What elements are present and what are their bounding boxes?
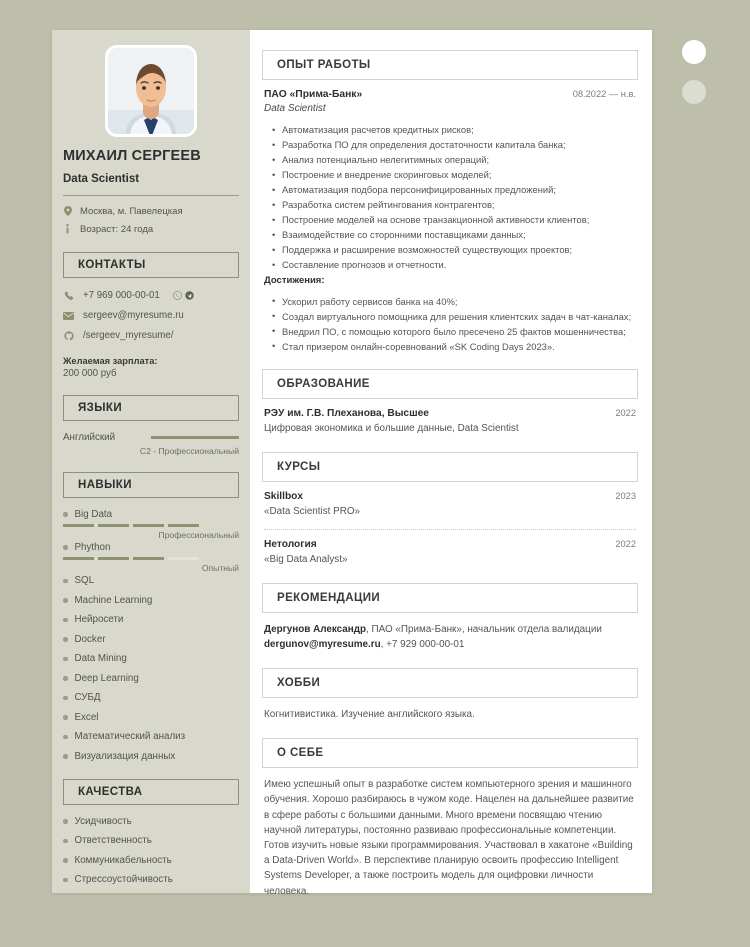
skills-plain-list	[63, 575, 239, 763]
section-courses	[262, 452, 638, 567]
bullet-dot	[63, 696, 68, 701]
contact-github-row[interactable]	[63, 329, 239, 342]
resume-sheet	[52, 30, 652, 897]
recommendation-person: Дергунов Александр	[264, 624, 367, 635]
job-achievements-list	[264, 295, 636, 354]
recommendation-contact-line	[264, 637, 636, 652]
github-icon	[63, 331, 74, 341]
bullet-dot	[63, 878, 68, 883]
bullet-dot	[63, 676, 68, 681]
bullet-dot	[63, 754, 68, 759]
list-item	[63, 614, 239, 626]
about-heading: О СЕБЕ	[262, 738, 638, 768]
skill-label: Визуализация данных	[74, 750, 176, 762]
course-year: 2022	[615, 539, 636, 549]
skill-label: СУБД	[74, 692, 101, 703]
achievement-item: • Стал призером онлайн-соревнований «SK Coding Days 2023».	[264, 340, 636, 354]
skill-rated-item	[63, 542, 239, 573]
profile-location: Москва, м. Павелецкая	[80, 206, 183, 217]
course-name: Skillbox	[264, 491, 304, 502]
language-item	[63, 432, 239, 456]
list-item	[63, 595, 239, 607]
profile-age: Возраст: 24 года	[80, 224, 154, 235]
telegram-icon[interactable]	[185, 291, 194, 300]
education-subtitle: Цифровая экономика и большие данные, Data Scientist	[264, 423, 519, 434]
recommendation-person-line	[264, 622, 636, 637]
course-subtitle: «Big Data Analyst»	[264, 554, 348, 565]
achievement-item: • Создал виртуального помощника для решения клиентских задач в чат-каналах;	[264, 310, 636, 324]
duty-item: • Анализ потенциально нелегитимных операций;	[264, 153, 636, 167]
qualities-list	[63, 816, 239, 887]
course-subtitle: «Data Scientist PRO»	[264, 506, 361, 517]
divider	[264, 529, 636, 530]
quality-label: Стрессоустойчивость	[74, 874, 173, 885]
skill-level-bar	[63, 524, 239, 527]
page-indicator	[682, 40, 706, 104]
resume-sidebar	[52, 30, 250, 893]
bullet-dot	[63, 618, 68, 623]
job-header	[264, 89, 636, 100]
list-item	[63, 751, 239, 763]
courses-heading: КУРСЫ	[262, 452, 638, 482]
page-dot-1[interactable]	[682, 40, 706, 64]
achievements-label: Достижения:	[264, 274, 325, 286]
recommendation-person-rest: , ПАО «Прима-Банк», начальник отдела валидации	[366, 624, 602, 635]
skill-label: Docker	[74, 633, 106, 645]
course-name: Нетология	[264, 539, 317, 550]
list-item	[63, 731, 239, 743]
languages-heading: ЯЗЫКИ	[63, 395, 239, 421]
skill-level-bar	[63, 557, 239, 560]
course-item-header	[264, 539, 636, 550]
recommendation-phone: , +7 929 000-00-01	[380, 639, 465, 650]
experience-heading: ОПЫТ РАБОТЫ	[262, 50, 638, 80]
job-organization: ПАО «Прима-Банк»	[264, 89, 363, 100]
contact-email-row[interactable]	[63, 309, 239, 322]
education-year: 2022	[615, 408, 636, 418]
job-role: Data Scientist	[264, 103, 326, 114]
bullet-dot	[63, 512, 68, 517]
duty-item: • Поддержка и расширение возможностей существующих проектов;	[264, 243, 636, 257]
list-item	[63, 634, 239, 646]
phone-icon	[63, 291, 74, 301]
course-year: 2023	[615, 491, 636, 501]
profile-location-row	[63, 205, 239, 218]
duty-item: • Автоматизация подбора персонифицированных предложений;	[264, 183, 636, 197]
education-heading: ОБРАЗОВАНИЕ	[262, 369, 638, 399]
duty-item: • Разработка систем рейтингования контрагентов;	[264, 198, 636, 212]
list-item	[63, 835, 239, 847]
list-item	[63, 855, 239, 867]
section-recommendations	[262, 583, 638, 652]
skill-label: SQL	[74, 575, 95, 586]
avatar	[108, 48, 194, 134]
bullet-dot	[63, 598, 68, 603]
divider	[63, 195, 239, 196]
bullet-dot	[63, 819, 68, 824]
skill-label: Deep Learning	[74, 672, 139, 684]
section-hobby	[262, 668, 638, 722]
duty-item: • Автоматизация расчетов кредитных рисков;	[264, 123, 636, 137]
section-experience	[262, 50, 638, 353]
profile-age-row	[63, 223, 239, 236]
section-about	[262, 738, 638, 899]
about-text: Имею успешный опыт в разработке систем компьютерного зрения и машинного обучения. Хорошо разбираюсь в чужом коде. Нацелен на дальнейшее развитие в сфере работы с большими данными. Много времени посвящаю чтению научной литературы, постоянно развиваю профессиональные компетенции. Готов изучить новые языки программирования. Участвовал в хакатоне «Building a Data-Driven World». В перспективе планирую освоить профессию Intelligent Systems Developer, а также построить модель для оцифровки личности человека.	[264, 779, 634, 897]
duty-item: • Составление прогнозов и отчетности.	[264, 258, 636, 272]
messenger-badges	[173, 291, 194, 300]
list-item	[63, 673, 239, 685]
section-education	[262, 369, 638, 436]
skill-label: Machine Learning	[74, 594, 153, 606]
language-level-label: C2 - Профессиональный	[139, 446, 239, 456]
quality-label: Усидчивость	[74, 815, 132, 827]
duty-item: • Разработка ПО для определения достаточности капитала банка;	[264, 138, 636, 152]
location-pin-icon	[63, 205, 72, 216]
contact-github: /sergeev_myresume/	[83, 330, 174, 341]
contacts-heading: КОНТАКТЫ	[63, 252, 239, 278]
education-item-header	[264, 408, 636, 419]
page-dot-2[interactable]	[682, 80, 706, 104]
achievement-item: • Внедрил ПО, с помощью которого было пресечено 25 фактов мошенничества;	[264, 325, 636, 339]
bullet-dot	[63, 657, 68, 662]
list-item	[63, 692, 239, 704]
bullet-dot	[63, 735, 68, 740]
profile-name: МИХАИЛ СЕРГЕЕВ	[63, 148, 201, 164]
qualities-heading: КАЧЕСТВА	[63, 779, 239, 805]
avatar-wrap	[63, 48, 239, 134]
job-date: 08.2022 — н.в.	[572, 89, 636, 99]
whatsapp-icon[interactable]	[173, 291, 182, 300]
salary-label: Желаемая зарплата:	[63, 356, 158, 366]
skill-name: Phython	[74, 542, 111, 553]
recommendations-heading: РЕКОМЕНДАЦИИ	[262, 583, 638, 613]
bullet-dot	[63, 637, 68, 642]
info-icon	[63, 223, 72, 234]
bullet-dot	[63, 839, 68, 844]
recommendation-email[interactable]: dergunov@myresume.ru	[264, 639, 381, 650]
list-item	[63, 575, 239, 587]
achievement-item: • Ускорил работу сервисов банка на 40%;	[264, 295, 636, 309]
skill-label: Математический анализ	[74, 731, 186, 742]
contact-phone: +7 969 000-00-01	[83, 290, 160, 301]
list-item	[63, 816, 239, 828]
course-item-header	[264, 491, 636, 502]
skill-rated-item	[63, 509, 239, 540]
bullet-dot	[63, 858, 68, 863]
skill-label: Excel	[74, 711, 99, 723]
skill-name: Big Data	[74, 509, 113, 520]
skill-level-label: Профессиональный	[158, 530, 239, 540]
bullet-dot	[63, 715, 68, 720]
duty-item: • Взаимодействие со сторонними поставщиками данных;	[264, 228, 636, 242]
quality-label: Коммуникабельность	[74, 854, 172, 866]
profile-title: Data Scientist	[63, 173, 140, 185]
language-name: Английский	[63, 432, 116, 443]
duty-item: • Построение и внедрение скоринговых моделей;	[264, 168, 636, 182]
contact-phone-row[interactable]	[63, 289, 239, 302]
bullet-dot	[63, 545, 68, 550]
list-item	[63, 874, 239, 886]
hobby-text: Когнитивистика. Изучение английского языка.	[264, 709, 475, 720]
bullet-dot	[63, 579, 68, 584]
skill-level-label: Опытный	[201, 563, 239, 573]
duty-item: • Построение моделей на основе транзакционной активности клиентов;	[264, 213, 636, 227]
salary-value: 200 000 руб	[63, 368, 117, 379]
list-item	[63, 653, 239, 665]
skills-heading: НАВЫКИ	[63, 472, 239, 498]
list-item	[63, 712, 239, 724]
skill-label: Нейросети	[74, 614, 124, 625]
resume-main	[250, 30, 652, 897]
skill-label: Data Mining	[74, 653, 127, 664]
contact-email: sergeev@myresume.ru	[83, 310, 184, 321]
quality-label: Ответственность	[74, 835, 152, 846]
language-level-bar	[151, 436, 239, 440]
envelope-icon	[63, 312, 74, 320]
education-name: РЭУ им. Г.В. Плеханова, Высшее	[264, 408, 429, 419]
job-duties-list	[264, 123, 636, 272]
hobby-heading: ХОББИ	[262, 668, 638, 698]
